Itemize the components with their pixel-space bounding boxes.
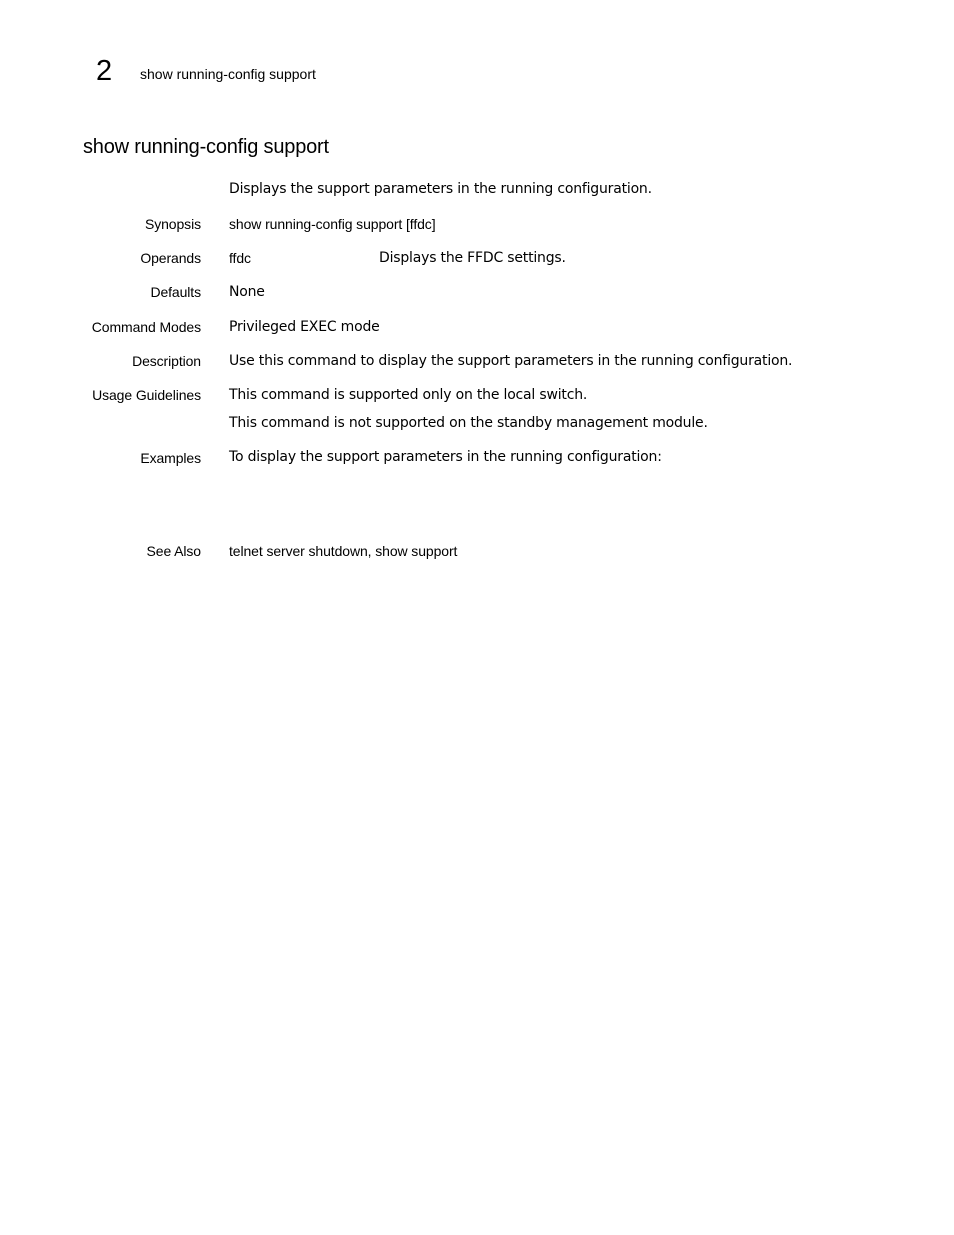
- synopsis-command: show running-config support: [229, 216, 403, 232]
- description-label: Description: [132, 353, 201, 369]
- synopsis-close-bracket: ]: [431, 216, 436, 232]
- operand-description: Displays the FFDC settings.: [379, 250, 566, 266]
- examples-value: To display the support parameters in the running configuration:: [229, 449, 662, 465]
- usage-guideline-line: This command is supported only on the local switch.: [229, 387, 588, 403]
- defaults-label: Defaults: [150, 284, 201, 300]
- examples-label: Examples: [140, 450, 201, 466]
- intro-text: Displays the support parameters in the running configuration.: [229, 181, 652, 197]
- see-also-links[interactable]: telnet server shutdown, show support: [229, 543, 458, 559]
- command-modes-label: Command Modes: [91, 319, 201, 335]
- description-value: Use this command to display the support parameters in the running configuration.: [229, 353, 793, 369]
- synopsis-command-line: [229, 215, 436, 233]
- synopsis-open-bracket: [: [402, 216, 410, 232]
- synopsis-label: Synopsis: [144, 216, 201, 232]
- section-title: show running-config support: [83, 136, 329, 158]
- defaults-value: None: [229, 284, 265, 300]
- operands-label: Operands: [140, 250, 201, 266]
- synopsis-option: ffdc: [409, 216, 432, 232]
- running-head: show running-config support: [140, 66, 316, 82]
- command-modes-value: Privileged EXEC mode: [229, 319, 380, 335]
- chapter-number: 2: [96, 55, 113, 87]
- operand-name: ffdc: [229, 250, 251, 266]
- see-also-label: See Also: [146, 543, 201, 559]
- usage-guideline-line: This command is not supported on the standby management module.: [229, 415, 708, 431]
- usage-guidelines-label: Usage Guidelines: [92, 387, 201, 403]
